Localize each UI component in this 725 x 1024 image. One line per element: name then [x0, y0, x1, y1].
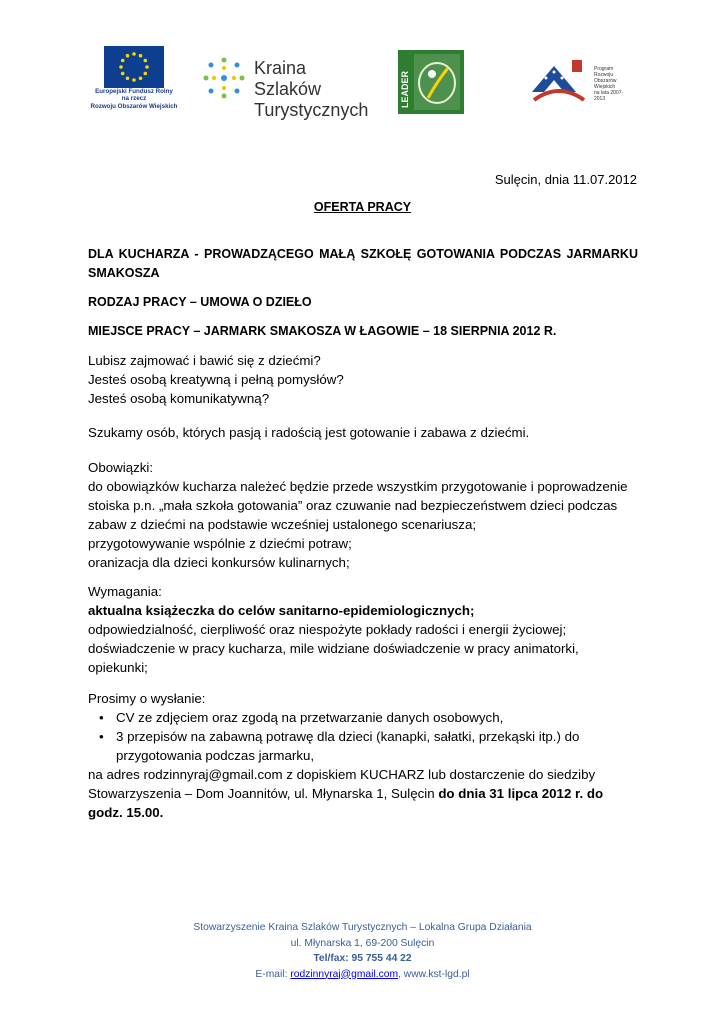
address-line: na adres rodzinnyraj@gmail.com z dopiskiem KUCHARZ lub dostarczenie do siedziby: [88, 767, 596, 782]
eu-caption-line: Europejski Fundusz Rolny: [95, 88, 173, 95]
position-heading: DLA KUCHARZA - PROWADZĄCEGO MAŁĄ SZKOŁĘ GOTOWANIA PODCZAS JARMARKU SMAKOSZA: [88, 247, 638, 280]
work-place-heading: MIEJSCE PRACY – JARMARK SMAKOSZA W ŁAGOWIE – 18 SIERPNIA 2012 R.: [88, 324, 557, 338]
leader-label: LEADER: [400, 70, 410, 108]
footer-contact: [0, 967, 725, 983]
eu-logo: [86, 46, 182, 120]
requirement-line: odpowiedzialność, cierpliwość oraz niespożyte pokłady radości i energii życiowej;: [88, 622, 567, 637]
document-title: OFERTA PRACY: [313, 200, 412, 214]
address-line-2: [88, 784, 638, 822]
prow-logo: [524, 52, 624, 112]
deadline-text: do dnia 31 lipca 2012 r. do godz. 15.00.: [88, 786, 604, 820]
send-list-item: • CV ze zdjęciem oraz zgodą na przetwarzanie danych osobowych,: [116, 708, 638, 727]
duty-line: zabaw z dziećmi na podstawie wcześniej ustalonego scenariusza;: [88, 517, 477, 532]
duty-line: do obowiązków kucharza należeć będzie przede wszystkim przygotowanie i poprowadzenie: [88, 479, 628, 494]
eu-caption-line: na rzecz: [121, 95, 147, 103]
kst-logo-text: [254, 58, 372, 121]
footer-email-link[interactable]: rodzinnyraj@gmail.com: [290, 968, 399, 980]
duties-label: Obowiązki:: [88, 460, 154, 475]
question-line: Lubisz zajmować i bawić się z dziećmi?: [88, 353, 321, 368]
duty-line: stoiska p.n. „mała szkoła gotowania” oraz czuwanie nad bezpieczeństwem dzieci podczas: [88, 498, 618, 513]
questions-block: [88, 351, 638, 408]
footer-phone: Tel/fax: 95 755 44 22: [313, 953, 412, 964]
seeking-text: [88, 423, 638, 442]
duty-line: przygotowywanie wspólnie z dziećmi potraw;: [88, 536, 352, 551]
prow-caption-line: Program: [594, 66, 614, 72]
footer-address: ul. Młynarska 1, 69-200 Sulęcin: [290, 937, 435, 949]
leader-logo: [398, 50, 464, 114]
prow-caption-line: Rozwoju: [594, 72, 614, 78]
requirement-line: doświadczenie w pracy kucharza, mile widziane doświadczenie w pracy animatorki,: [88, 641, 579, 656]
headings-block: [88, 245, 638, 341]
work-type-heading: RODZAJ PRACY – UMOWA O DZIEŁO: [88, 295, 312, 309]
footer: [0, 920, 725, 982]
footer-web: , www.kst-lgd.pl: [398, 968, 470, 980]
seeking-line: Szukamy osób, których pasją i radością jest gotowanie i zabawa z dziećmi.: [88, 425, 530, 440]
duty-line: oranizacja dla dzieci konkursów kulinarnych;: [88, 555, 350, 570]
prow-caption-line: Obszarów: [594, 78, 617, 84]
eu-flag-icon: [104, 46, 164, 88]
kst-logo-line: Kraina Szlaków: [254, 58, 322, 99]
prow-caption-line: na lata 2007-2013: [594, 90, 624, 102]
question-line: Jesteś osobą komunikatywną?: [88, 391, 270, 406]
requirements-label: Wymagania:: [88, 584, 162, 599]
kst-logo: [202, 52, 372, 120]
date-line: Sulęcin, dnia 11.07.2012: [494, 172, 637, 187]
send-label: Prosimy o wysłanie:: [88, 691, 206, 706]
requirement-line: opiekunki;: [88, 660, 148, 675]
footer-email-label: E-mail:: [255, 968, 291, 980]
logo-bar: [0, 40, 725, 125]
prow-caption: [594, 66, 624, 102]
send-list-item: • 3 przepisów na zabawną potrawę dla dzieci (kanapki, sałatki, przekąski itp.) do przygotowania podczas jarmarku,: [116, 727, 638, 765]
address-text: Stowarzyszenia – Dom Joannitów, ul. Młynarska 1, Sulęcin: [88, 786, 439, 801]
eu-caption-line: Rozwoju Obszarów Wiejskich: [90, 102, 178, 110]
requirements-block: [88, 582, 638, 677]
prow-caption-line: Wiejskich: [594, 84, 616, 90]
send-block: [88, 689, 638, 822]
prow-emblem-icon: [524, 52, 594, 112]
kst-star-icon: [202, 56, 246, 100]
kst-logo-line: Turystycznych: [254, 100, 369, 120]
footer-org: Stowarzyszenie Kraina Szlaków Turystycznych – Lokalna Grupa Działania: [193, 922, 532, 933]
eu-caption: [86, 88, 182, 110]
requirement-bold-line: aktualna książeczka do celów sanitarno-epidemiologicznych;: [88, 603, 475, 618]
question-line: Jesteś osobą kreatywną i pełną pomysłów?: [88, 372, 344, 387]
send-list: [88, 708, 638, 765]
duties-block: [88, 458, 638, 572]
